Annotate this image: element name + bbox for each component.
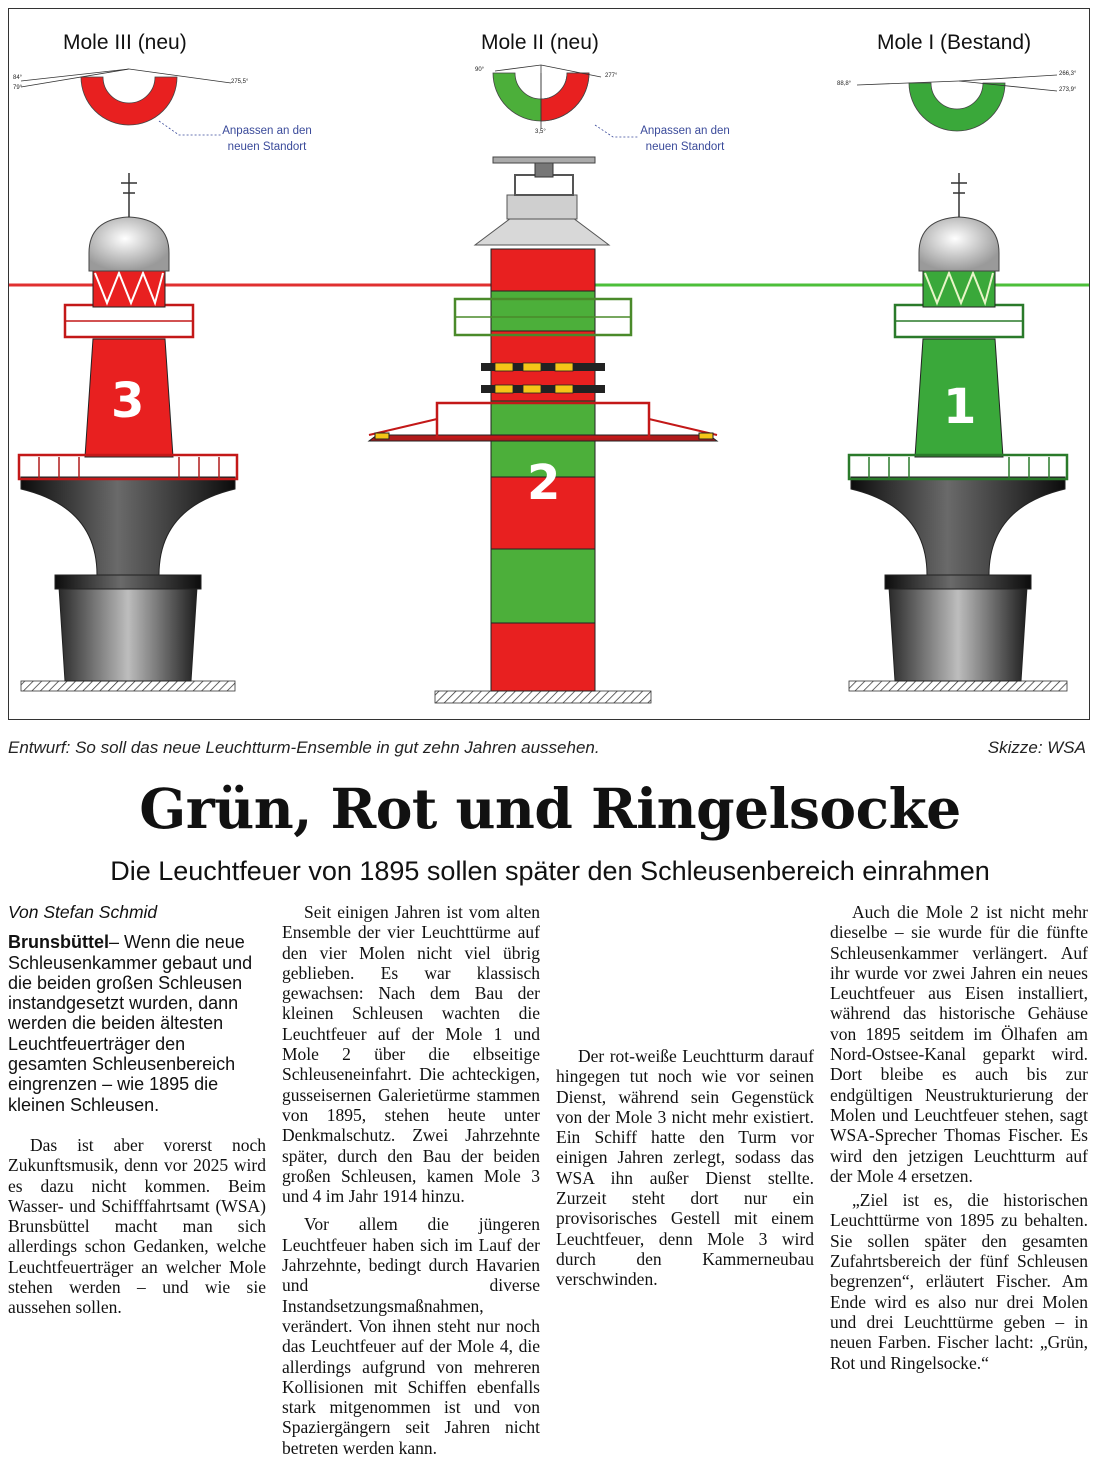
headline: Grün, Rot und Ringelsocke: [139, 776, 961, 841]
article-column-3b: [556, 902, 814, 1290]
number-mole1: 1: [943, 379, 977, 435]
article-column-4: [830, 902, 1088, 1373]
lighthouse-drawing: [9, 9, 1089, 719]
note-line: Anpassen an den: [222, 125, 312, 137]
tower-mole2: [369, 157, 717, 703]
note-line: neuen Standort: [227, 141, 307, 153]
note-line: neuen Standort: [645, 141, 725, 153]
note-line: Anpassen an den: [640, 125, 730, 137]
paragraph: Vor allem die jüngeren Leuchtfeuer haben sich im Lauf der Jahrzehnte, bedingt durch Havarien und diverse Instandsetzungsmaßnahmen, verändert. Von ihnen steht nur noch das Leuchtfeuer auf der Mole 4, die allerdings aufgrund von mehreren Kollisionen mit Schiffen ebenfalls stark mitgenommen ist und von Spaziergängern seit Jahren nicht betreten werden kann.: [282, 1214, 540, 1458]
tick-m2-a: 90°: [475, 67, 485, 73]
byline: Von Stefan Schmid: [8, 902, 158, 922]
title-mole2: Mole II (neu): [481, 31, 599, 54]
subheadline: Die Leuchtfeuer von 1895 sollen später den Schleusenbereich einrahmen: [110, 856, 990, 886]
note-mole2: [625, 123, 745, 155]
tick-m3-a: 84°: [13, 75, 23, 81]
number-mole3: 3: [111, 373, 145, 429]
image-caption: Entwurf: So soll das neue Leuchtturm-Ensemble in gut zehn Jahren aussehen.: [8, 738, 600, 757]
lead-text: – Wenn die neue Schleusenkammer gebaut und die beiden großen Schleusen instandgesetzt wurden, dann werden die beiden ältesten Leuchtfeuerträger den gesamten Schleusenbereich eingrenzen – wie 1895 die kleinen Schleusen.: [8, 932, 253, 1115]
paragraph: Das ist aber vorerst noch Zukunftsmusik, denn vor 2025 wird es dazu nicht kommen. Beim Wasser- und Schifffahrtsamt (WSA) Brunsbüttel macht man sich allerdings schon Gedanken, welche Leuchtfeuerträger an welcher Mole stehen werden – und wie sie aussehen sollen.: [8, 1134, 266, 1318]
arc-mole3: [21, 69, 231, 135]
article-column-1: [8, 902, 266, 1318]
tower-mole3: [19, 173, 237, 691]
image-credit: Skizze: WSA: [987, 738, 1086, 757]
title-mole3: Mole III (neu): [63, 31, 187, 54]
tick-m2-c: 3,5°: [535, 129, 546, 135]
arc-mole1: [857, 75, 1057, 131]
dateline: Brunsbüttel: [8, 932, 109, 953]
note-mole3: [207, 123, 327, 155]
lighthouse-sketch: [8, 8, 1090, 720]
paragraph: Seit einigen Jahren ist vom alten Ensemble der vier Leuchttürme auf den vier Molen nicht viel übrig geblieben. Es war klassisch gewachsen: Nach dem Bau der kleinen Schleusen wachten die Leuchtfeuer auf der Mole 1 und Mole 2 über die elbseitige Schleuseneinfahrt. Die achteckigen, gusseisernen Galerietürme stammen von 1895, stehen heute unter Denkmalschutz. Zwei Jahrzehnte später, durch den Bau der beiden großen Schleusen, kamen Mole 3 und 4 im Jahr 1914 hinzu.: [282, 902, 540, 1207]
tick-m2-b: 277°: [605, 73, 618, 79]
paragraph: „Ziel ist es, die historischen Leuchttürme von 1895 zu behalten. Sie sollen später den gesamten Zufahrtsbereich der fünf Schleusen begrenzen“, erläutert Fischer. Am Ende wird es also nur drei Molen und drei Leuchttürme geben – in neuen Farben. Fischer lacht: „Grün, Rot und Ringelsocke.“: [830, 1190, 1088, 1373]
tick-m1-b: 266,3°: [1059, 71, 1077, 77]
tick-m1-c: 273,9°: [1059, 87, 1077, 93]
tick-m3-c: 275,5°: [231, 79, 249, 85]
tick-m3-b: 79°: [13, 85, 23, 91]
lead-paragraph: [8, 932, 266, 1115]
title-mole1: Mole I (Bestand): [877, 31, 1032, 54]
paragraph: Auch die Mole 2 ist nicht mehr dieselbe – sie wurde für die fünfte Schleusenkammer verlängert. Auf ihr wurde vor zwei Jahren ein neues Leuchtfeuer aus Eisen installiert, während das historische Gehäuse von 1895 seitdem im Ölhafen am Nord-Ostsee-Kanal geparkt wird. Dort bleibe es auch bis zur endgültigen Neustrukturierung der Molen und Leuchtfeuer stehen, sagt WSA-Sprecher Thomas Fischer. Es wird den jetzigen Leuchtturm auf der Mole 4 ersetzen.: [830, 902, 1088, 1186]
paragraph: Der rot-weiße Leuchtturm darauf hingegen tut noch wie vor seinen Dienst, während sein Gegenstück von der Mole 3 nicht mehr existiert. Ein Schiff hatte den Turm vor einigen Jahren zerlegt, sodass das WSA ihn außer Dienst stellte. Zurzeit steht dort nur ein provisorisches Gestell mit einem Leuchtfeuer, denn Mole 3 wird durch den Kammerneubau verschwinden.: [556, 1046, 814, 1290]
tick-m1-a: 88,8°: [837, 81, 852, 87]
article-column-2: [282, 902, 540, 1458]
number-mole2: 2: [527, 455, 561, 511]
